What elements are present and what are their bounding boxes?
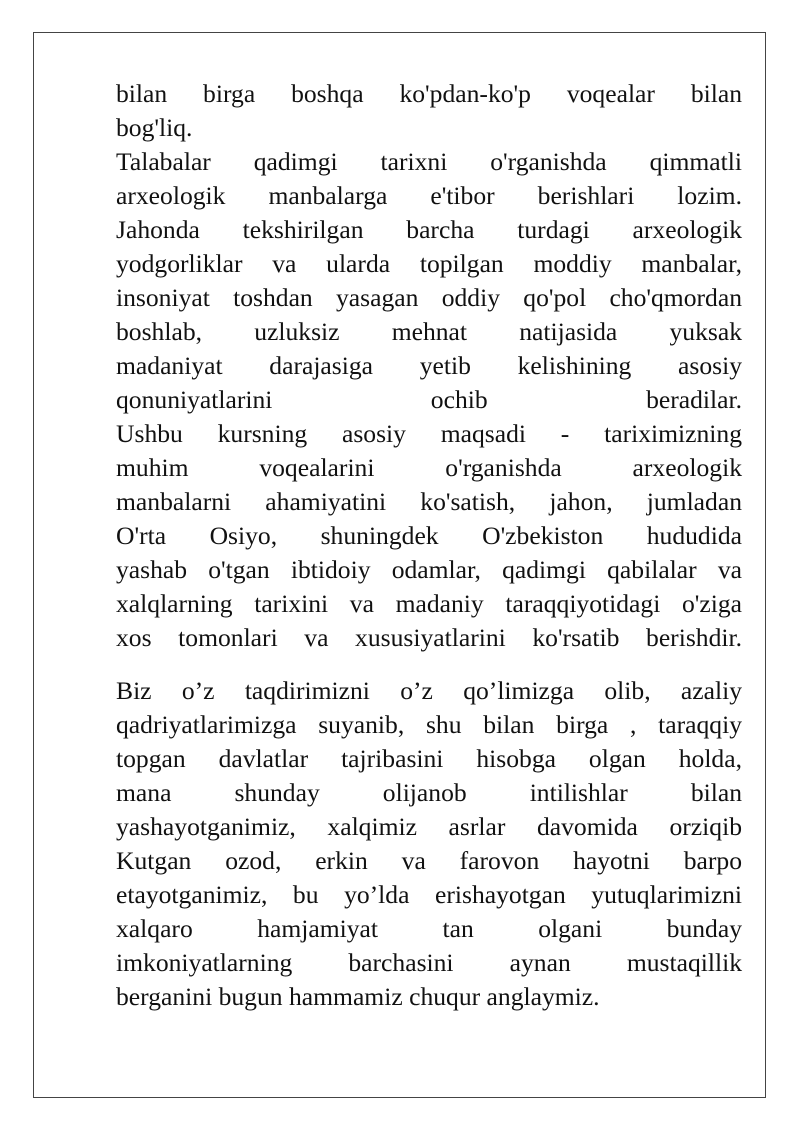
- text-line: O'rta Osiyo, shuningdek O'zbekiston hududida: [116, 521, 742, 550]
- text-line: muhim voqealarini o'rganishda arxeologik: [116, 453, 742, 482]
- text-line: yodgorliklar va ularda topilgan moddiy manbalar,: [116, 249, 742, 278]
- text-line: Kutgan ozod, erkin va farovon hayotni barpo: [116, 846, 742, 875]
- text-line: xos tomonlari va xususiyatlarini ko'rsatib berishdir.: [116, 623, 742, 652]
- text-line: arxeologik manbalarga e'tibor berishlari lozim.: [116, 181, 742, 210]
- paragraph-1: [116, 77, 742, 655]
- text-line: Ushbu kursning asosiy maqsadi - tariximizning: [116, 419, 742, 448]
- text-line: etayotganimiz, bu yo’lda erishayotgan yutuqlarimizni: [116, 880, 742, 909]
- text-line: Jahonda tekshirilgan barcha turdagi arxeologik: [116, 215, 742, 244]
- text-line: Talabalar qadimgi tarixni o'rganishda qimmatli: [116, 147, 742, 176]
- text-line: manbalarni ahamiyatini ko'satish, jahon, jumladan: [116, 487, 742, 516]
- text-line: qonuniyatlarini ochib beradilar.: [116, 385, 742, 414]
- text-line: topgan davlatlar tajribasini hisobga olgan holda,: [116, 744, 742, 773]
- text-line: mana shunday olijanob intilishlar bilan: [116, 778, 742, 807]
- text-line: berganini bugun hammamiz chuqur anglaymiz.: [116, 982, 600, 1011]
- text-line: imkoniyatlarning barchasini aynan mustaqillik: [116, 948, 742, 977]
- text-line: insoniyat toshdan yasagan oddiy qo'pol cho'qmordan: [116, 283, 742, 312]
- text-line: Biz o’z taqdirimizni o’z qo’limizga olib, azaliy: [116, 676, 742, 705]
- text-line: yashayotganimiz, xalqimiz asrlar davomida orziqib: [116, 812, 742, 841]
- text-line: madaniyat darajasiga yetib kelishining asosiy: [116, 351, 742, 380]
- text-line: xalqaro hamjamiyat tan olgani bunday: [116, 914, 742, 943]
- text-line: bog'liq.: [116, 113, 193, 142]
- text-line: bilan birga boshqa ko'pdan-ko'p voqealar bilan: [116, 79, 742, 108]
- text-line: boshlab, uzluksiz mehnat natijasida yuksak: [116, 317, 742, 346]
- text-line: qadriyatlarimizga suyanib, shu bilan birga , taraqqiy: [116, 710, 742, 739]
- text-line: yashab o'tgan ibtidoiy odamlar, qadimgi qabilalar va: [116, 555, 742, 584]
- text-line: xalqlarning tarixini va madaniy taraqqiyotidagi o'ziga: [116, 589, 742, 618]
- paragraph-2: [116, 674, 742, 1014]
